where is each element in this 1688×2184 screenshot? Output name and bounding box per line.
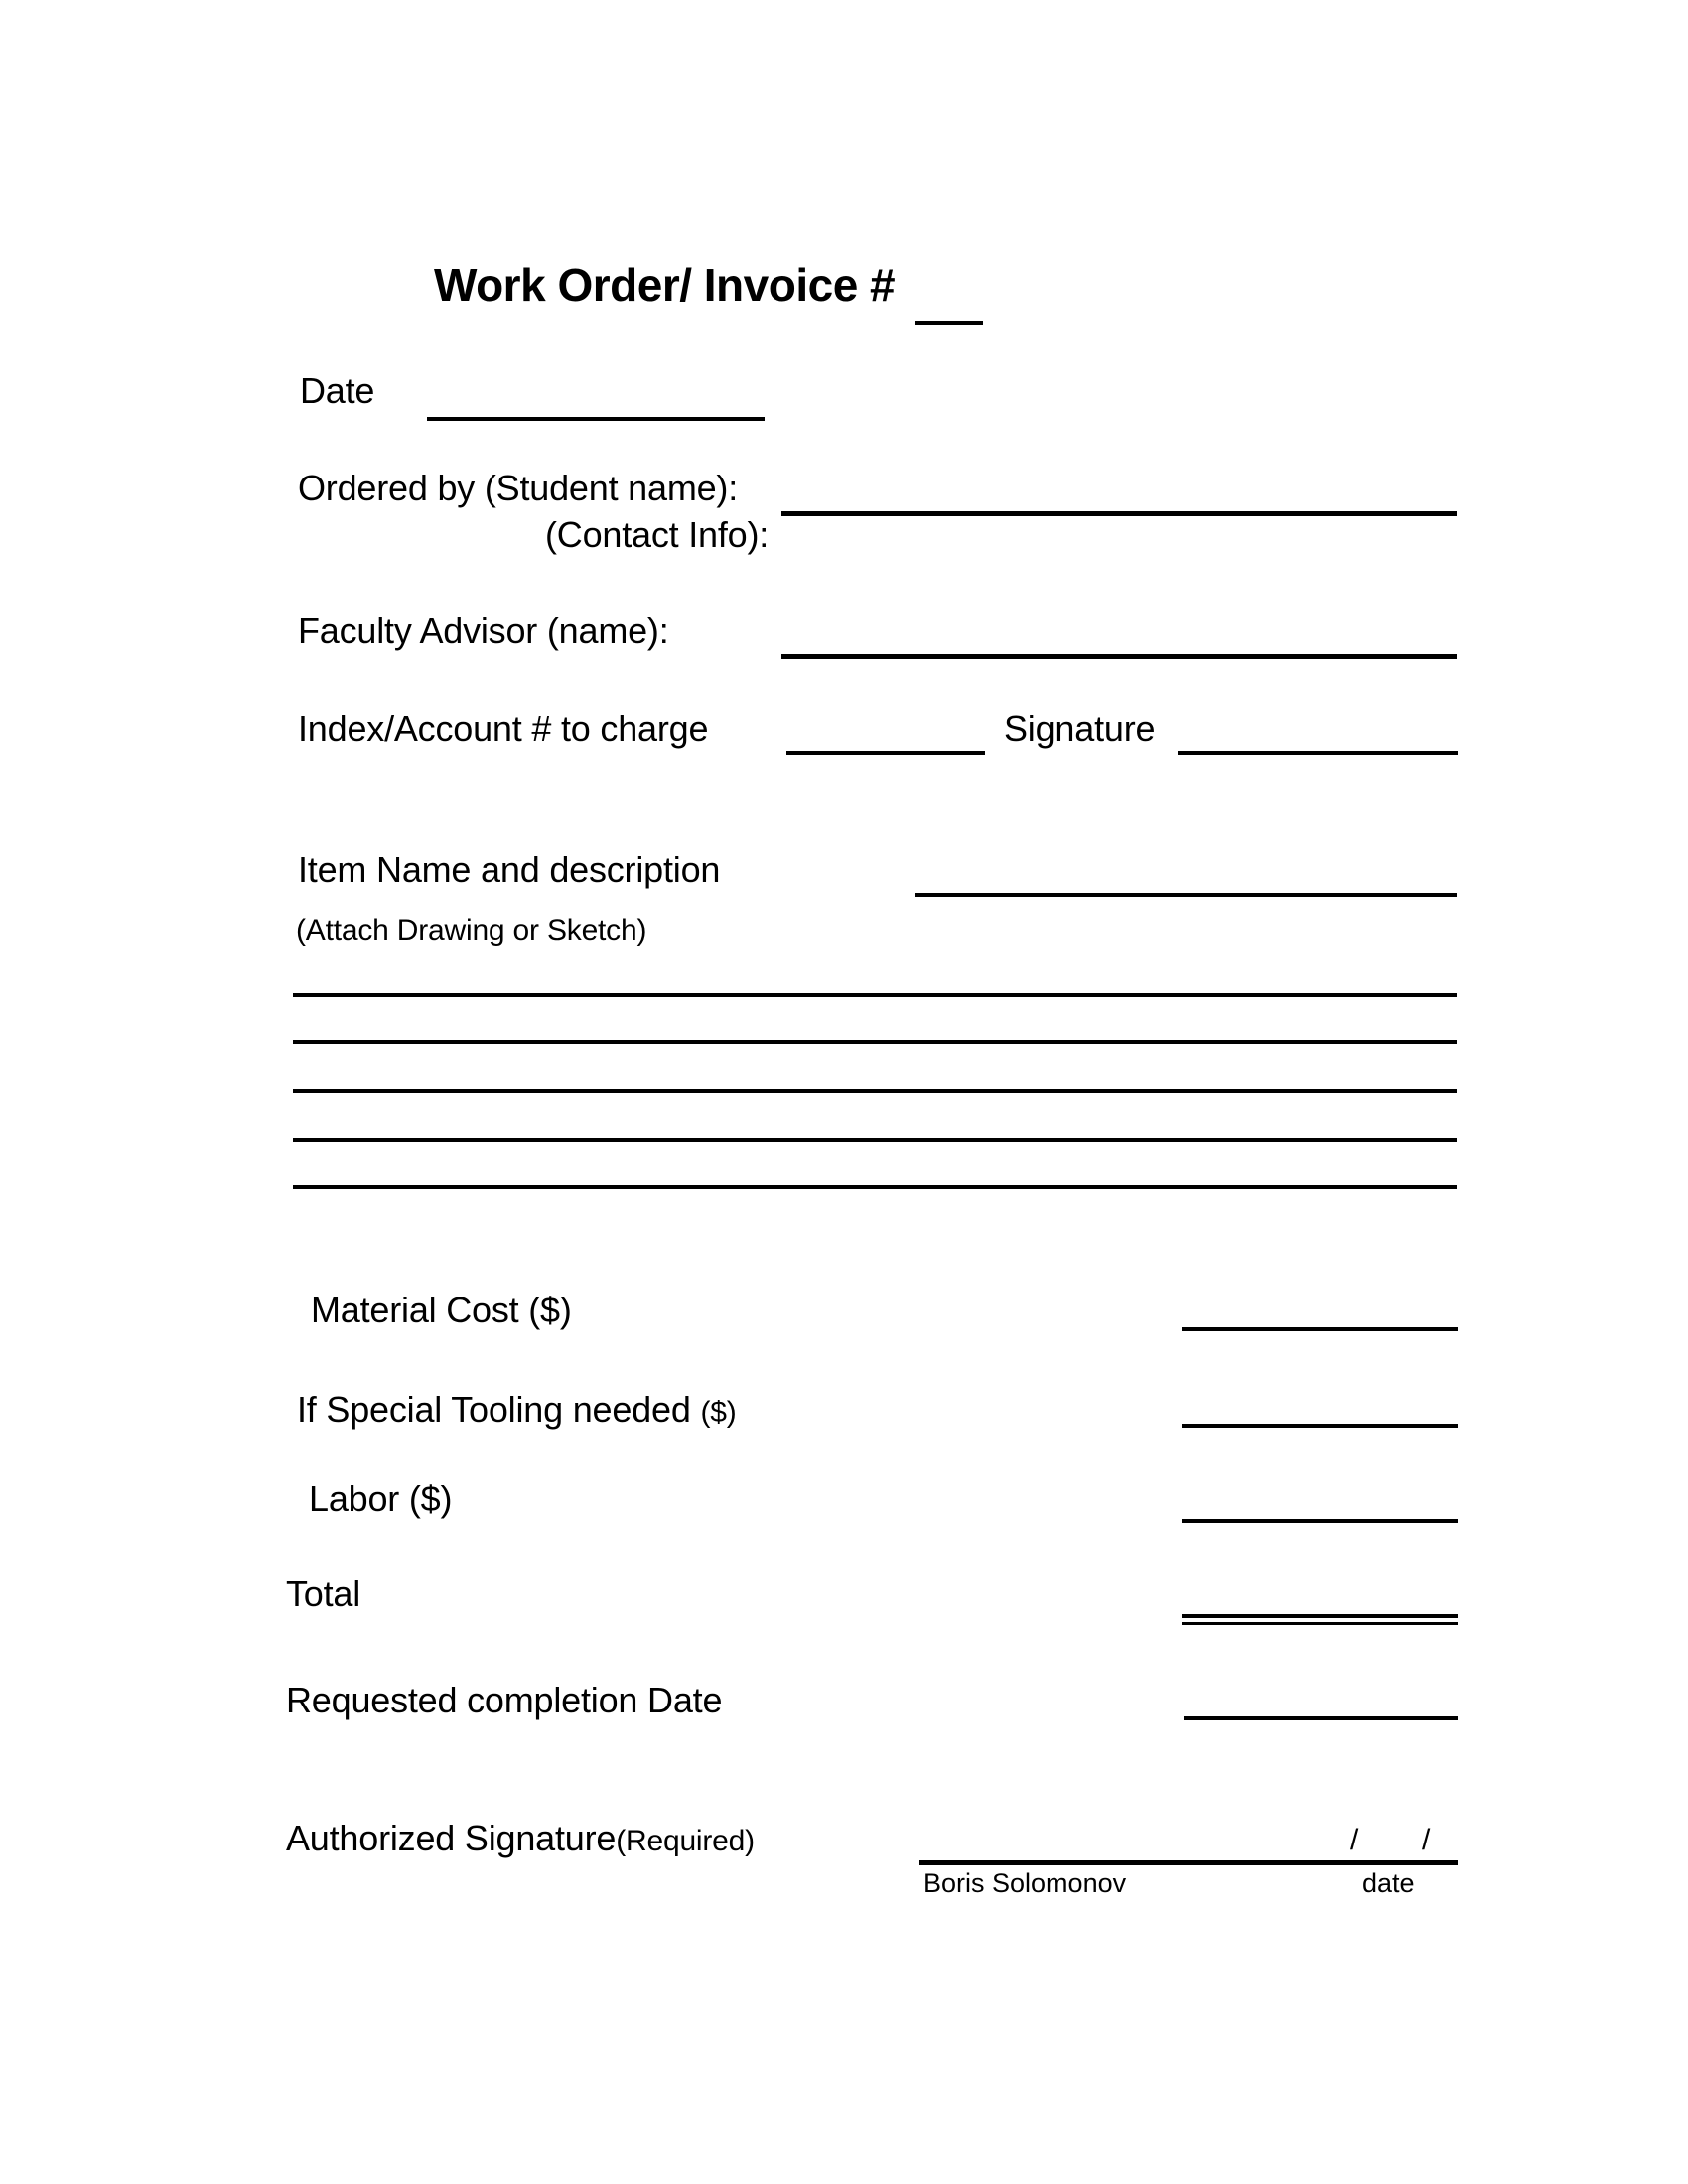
- authorized-signature-fill-line: [919, 1860, 1458, 1865]
- ordered-by-fill-line: [781, 511, 1457, 516]
- ordered-by-label: Ordered by (Student name):: [298, 468, 739, 508]
- authorized-signature-label: [286, 1818, 755, 1858]
- special-tooling-label: [297, 1389, 737, 1430]
- date-label: Date: [300, 370, 375, 411]
- special-tooling-label-text: If Special Tooling needed: [297, 1389, 701, 1430]
- date-caption: date: [1362, 1868, 1415, 1898]
- description-ruled-line: [293, 1089, 1457, 1093]
- required-note: (Required): [616, 1825, 755, 1857]
- signature-label: Signature: [1004, 708, 1156, 749]
- faculty-advisor-fill-line: [781, 654, 1457, 659]
- item-name-fill-line: [915, 893, 1457, 897]
- faculty-advisor-label: Faculty Advisor (name):: [298, 611, 669, 651]
- item-name-label: Item Name and description: [298, 849, 721, 889]
- index-account-label: Index/Account # to charge: [298, 708, 709, 749]
- special-tooling-unit: ($): [700, 1396, 737, 1429]
- requested-completion-fill-line: [1184, 1716, 1458, 1720]
- material-cost-fill-line: [1182, 1327, 1458, 1331]
- description-ruled-line: [293, 1040, 1457, 1044]
- total-double-fill-line: [1182, 1614, 1458, 1625]
- date-slash-separator: /: [1422, 1824, 1431, 1856]
- authorized-signature-label-text: Authorized Signature: [286, 1818, 617, 1858]
- authorizer-name: Boris Solomonov: [923, 1868, 1127, 1898]
- description-ruled-line: [293, 993, 1457, 997]
- signature-fill-line: [1178, 751, 1458, 755]
- labor-fill-line: [1182, 1519, 1458, 1523]
- labor-label: Labor ($): [309, 1478, 453, 1519]
- total-label: Total: [286, 1573, 361, 1614]
- requested-completion-label: Requested completion Date: [286, 1680, 723, 1720]
- attach-note-label: (Attach Drawing or Sketch): [296, 914, 647, 947]
- invoice-number-fill-line: [915, 321, 983, 325]
- contact-info-label: (Contact Info):: [545, 514, 770, 555]
- index-account-fill-line: [786, 751, 985, 755]
- form-title: Work Order/ Invoice #: [434, 259, 896, 311]
- date-fill-line: [427, 417, 765, 421]
- special-tooling-fill-line: [1182, 1424, 1458, 1428]
- description-ruled-line: [293, 1185, 1457, 1189]
- material-cost-label: Material Cost ($): [311, 1290, 572, 1330]
- date-slash-separator: /: [1350, 1824, 1359, 1856]
- description-ruled-line: [293, 1138, 1457, 1142]
